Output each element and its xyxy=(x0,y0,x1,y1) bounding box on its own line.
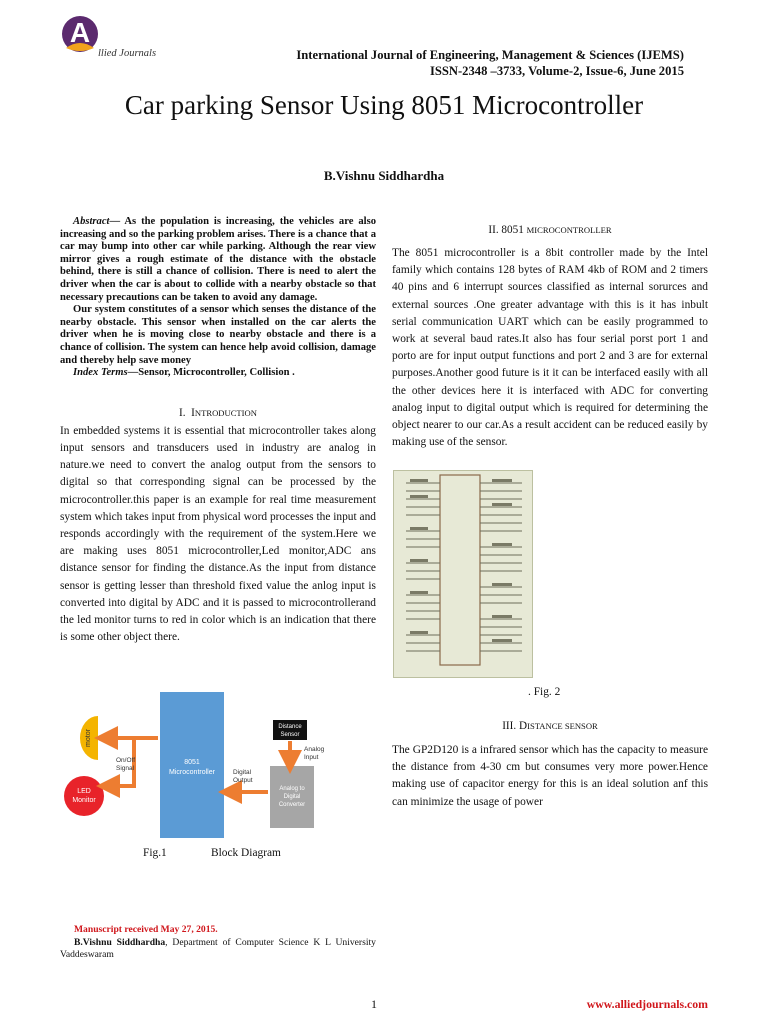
section-heading-distance-sensor xyxy=(392,720,708,732)
analog-input-label-line2: Input xyxy=(304,754,319,761)
section-first-letter: I xyxy=(191,406,195,419)
led-monitor-block xyxy=(64,776,104,816)
abstract-dash: — xyxy=(109,216,121,227)
microcontroller-label-line1: 8051 xyxy=(184,759,200,766)
right-column xyxy=(392,224,708,451)
abstract-label: Abstract xyxy=(73,216,110,227)
section-heading-8051-microcontroller xyxy=(392,224,708,236)
author-affiliation-note xyxy=(60,937,376,961)
section-title-rest: MICROCONTROLLER xyxy=(526,225,612,235)
index-terms xyxy=(60,367,376,380)
microcontroller-label-line2: Microcontroller xyxy=(169,769,215,776)
journal-name: International Journal of Engineering, Management & Sciences (IJEMS) xyxy=(296,48,684,62)
led-monitor-label-line1: LED xyxy=(77,788,91,795)
microcontroller-section-text: The 8051 microcontroller is a 8bit controller made by the Intel family which contains 128 bytes of RAM 4kb of ROM and 2 timers 40 pins and 6 interrupt sources classified as internal sorurces and external sources .One greater advantage with this is it has inbult serial communication UART which can be easily programmed to work at several baud rates.It also has four serial porst port 1 and porto are for input output functions and port 2 and 3 are for external purposes.Another good future is it it can be interfaced easily with all the other devices here it is interfaced with ADC for converting analog input to digital output which is required for determining the object nearer to our car.As a result accident can be reduced easily by making use of the sensor. xyxy=(392,247,708,449)
chip-outline xyxy=(440,475,480,665)
abstract-paragraph-1 xyxy=(60,216,376,304)
adc-label-line3: Converter xyxy=(278,802,306,808)
journal-logo xyxy=(60,8,170,64)
digital-output-label-line2: Output xyxy=(233,777,253,784)
figure2-chip-schematic xyxy=(393,470,533,678)
chip-schematic-drawing xyxy=(394,471,534,679)
logo-text: llied Journals xyxy=(98,48,157,59)
pin-labels xyxy=(410,479,512,642)
figure1-caption-text: Block Diagram xyxy=(211,847,281,859)
journal-issn-line: ISSN-2348 –3733, Volume-2, Issue-6, June 2015 xyxy=(429,64,684,78)
section-numeral: III. xyxy=(502,720,519,732)
manuscript-received-note: Manuscript received May 27, 2015. xyxy=(74,924,218,935)
allied-journals-logo-mark xyxy=(60,8,170,64)
abstract-paragraph-2: Our system constitutes of a sensor which senses the distance of the nearby obstacle. This sensor when installed on the car alerts the driver when he is moving close to nearby obstacle and there is a chance of collision. The system can hence help avoid collision, damage and thereby help save money xyxy=(60,304,376,366)
led-monitor-label-line2: Monitor xyxy=(72,797,96,804)
introduction-text: In embedded systems it is essential that microcontroller takes along input sensors and transducers used in industry are analog in nature.we need to convert the analog output from the sensors to digital so that corresponding signal can be processed by the microcontroller.this paper is an example for real time measurement system which takes input from physical word processes the input and responds accordingly with the requirement of the system.Here we are making uses 8051 microcontroller,Led monitor,ADC ans distance sensor for finding the distance.As the input from distance sensor is getting lesser than threshold fixed value the anlog input is converted into digital by ADC and it is passed to microcontrollerand the led monitor turns to red in color which is an indication that there is some other object there. xyxy=(60,424,376,644)
section-title-rest: ISTANCE SENSOR xyxy=(527,721,598,731)
abstract xyxy=(60,216,376,380)
figure2-caption: . Fig. 2 xyxy=(528,686,561,698)
footnote-author-name: B.Vishnu Siddhardha xyxy=(74,937,166,948)
distance-sensor-label-line2: Sensor xyxy=(280,732,300,738)
logo-letter: A xyxy=(69,17,91,48)
distance-sensor-section xyxy=(392,720,708,811)
footnote-affiliation: , Department of Computer Science K L University Vaddeswaram xyxy=(60,937,376,960)
distance-sensor-text: The GP2D120 is a infrared sensor which has the capacity to measure the distance from 4-30 cm but consumes very more power.Hence making use of capacitor energy for this is an ideal solution anf this can minimize the usage of power xyxy=(392,744,708,808)
page-number: 1 xyxy=(371,997,377,1011)
digital-output-label-line1: Digital xyxy=(233,769,252,776)
adc-label-line2: Digital xyxy=(283,794,301,800)
adc-label-line1: Analog to xyxy=(279,786,305,792)
motor-label: motor xyxy=(85,729,92,747)
figure1-caption-number: Fig.1 xyxy=(143,847,167,859)
section-heading-introduction xyxy=(60,407,376,419)
index-terms-text: —Sensor, Microcontroller, Collision . xyxy=(127,367,295,379)
paper-author: B.Vishnu Siddhardha xyxy=(323,168,445,183)
abstract-text: As the population is increasing, the vehicles are also increasing and so the parking problem arises. There is a chance that a car may bump into other car while parking. Although the rear view mirror gives a rough estimate of the distance with the obstacle behind, there is still a chance of collision. There is need to alert the driver when the car is about to collide with a nearby obstacle so that necessary precautions can be taken to avoid any damage. xyxy=(60,216,376,303)
journal-website: www.alliedjournals.com xyxy=(586,997,708,1011)
section-title-rest: NTRODUCTION xyxy=(194,407,257,418)
onoff-signal-label-line2: Signal xyxy=(116,765,135,772)
section-numeral: I. xyxy=(179,406,186,419)
distance-sensor-label-line1: Distance xyxy=(278,724,302,730)
block-diagram-figure xyxy=(60,688,380,844)
chip-pins xyxy=(406,483,522,651)
onoff-signal-label-line1: On/Off xyxy=(116,757,136,764)
section-first-letter: D xyxy=(518,720,528,732)
index-terms-label: Index Terms xyxy=(73,367,128,379)
analog-input-label-line1: Analog xyxy=(304,746,325,753)
left-column xyxy=(60,216,376,646)
paper-title: Car parking Sensor Using 8051 Microcontroller xyxy=(124,90,644,120)
section-numeral: II. 8051 xyxy=(488,224,527,236)
